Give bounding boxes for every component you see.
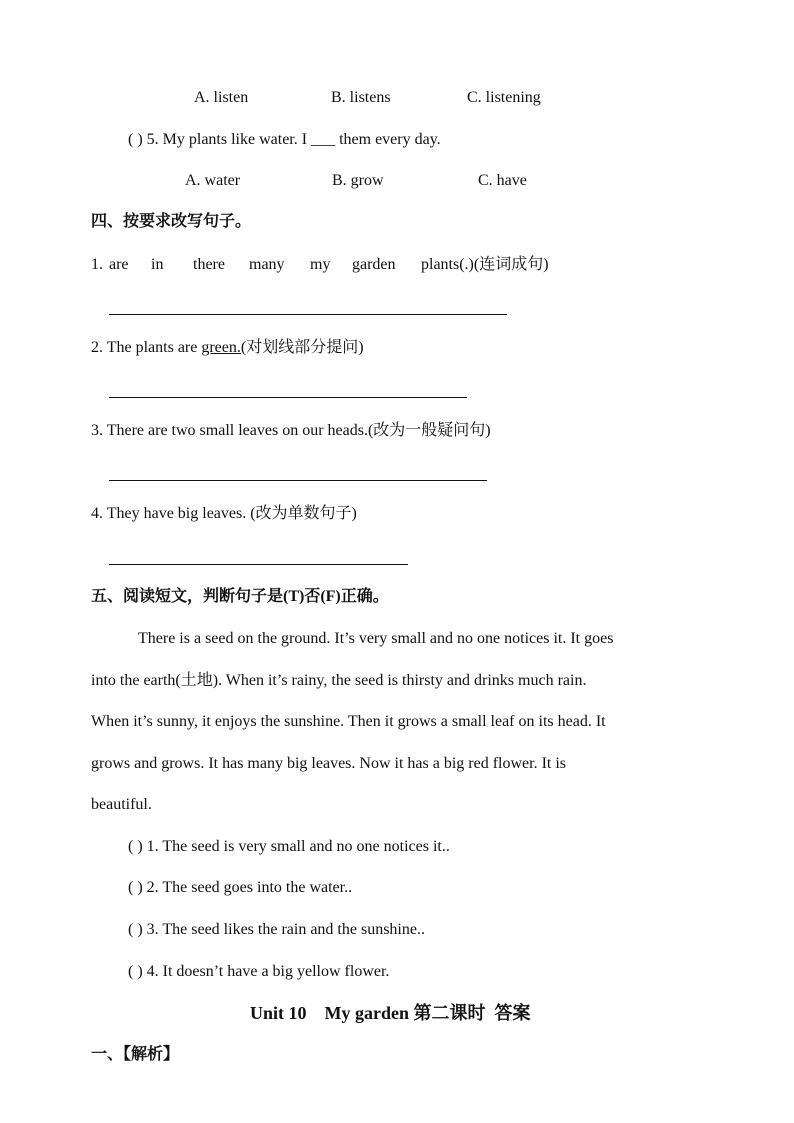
rewrite-item-3 — [91, 421, 491, 441]
answer-paren: ( ) — [128, 131, 143, 148]
sentence-text: There are two small leaves on our heads.(改为一般疑问句) — [106, 422, 491, 439]
q5-option-c: C. have — [478, 172, 527, 189]
judge-question-3 — [128, 920, 425, 940]
scrambled-word: there — [193, 256, 225, 273]
section-5-heading: 五、阅读短文，判断句子是(T)否(F)正确。 — [91, 588, 389, 605]
q5-option-b: B. grow — [332, 172, 384, 189]
answer-section-1-heading: 一、【解析】 — [91, 1046, 180, 1063]
scrambled-word: in — [151, 256, 164, 273]
passage-line: beautiful. — [91, 796, 152, 813]
answer-paren: ( ) — [128, 963, 143, 980]
scrambled-word: garden — [352, 256, 396, 273]
scrambled-word: my — [310, 256, 331, 273]
q4-option-a: A. listen — [194, 89, 249, 106]
answer-title: Unit 10 My garden 第二课时 答案 — [250, 1003, 531, 1023]
passage-line: There is a seed on the ground. It’s very small and no one notices it. It goes — [138, 630, 614, 647]
rewrite-item-2 — [91, 338, 364, 358]
passage-line: grows and grows. It has many big leaves. Now it has a big red flower. It is — [91, 755, 567, 772]
question-text: 3. The seed likes the rain and the sunshine.. — [146, 921, 425, 938]
rewrite-item-4 — [91, 504, 357, 524]
answer-paren: ( ) — [128, 921, 143, 938]
scrambled-word: plants(.)(连词成句) — [421, 256, 549, 273]
item-number: 4. — [91, 505, 103, 522]
section-4-heading: 四、按要求改写句子。 — [91, 213, 252, 230]
answer-paren: ( ) — [128, 879, 143, 896]
answer-paren: ( ) — [128, 838, 143, 855]
answer-blank-line — [109, 314, 507, 315]
item-number: 2. — [91, 339, 103, 356]
item-number: 1. — [91, 256, 103, 273]
question-text: 2. The seed goes into the water.. — [146, 879, 353, 896]
question-text: 1. The seed is very small and no one notices it.. — [146, 838, 450, 855]
answer-blank-line — [109, 564, 408, 565]
question-number: 5. — [146, 131, 159, 148]
q4-option-c: C. listening — [467, 89, 541, 106]
sentence-text: They have big leaves. (改为单数句子) — [106, 505, 357, 522]
sentence-start: The plants are — [106, 339, 198, 356]
instruction: (对划线部分提问) — [240, 339, 364, 356]
answer-blank-line — [109, 480, 487, 481]
underlined-word: green. — [201, 339, 241, 356]
item-number: 3. — [91, 422, 103, 439]
rewrite-item-1 — [91, 255, 103, 275]
question-5 — [128, 130, 441, 150]
judge-question-2 — [128, 878, 352, 898]
question-text: 4. It doesn’t have a big yellow flower. — [146, 963, 390, 980]
scrambled-word: are — [109, 256, 129, 273]
scrambled-word: many — [249, 256, 285, 273]
q4-option-b: B. listens — [331, 89, 391, 106]
passage-line: into the earth(土地). When it’s rainy, the seed is thirsty and drinks much rain. — [91, 672, 587, 689]
q5-option-a: A. water — [185, 172, 241, 189]
judge-question-4 — [128, 962, 389, 982]
passage-line: When it’s sunny, it enjoys the sunshine. Then it grows a small leaf on its head. It — [91, 713, 606, 730]
question-text: My plants like water. I ___ them every day. — [162, 131, 441, 148]
answer-blank-line — [109, 397, 467, 398]
judge-question-1 — [128, 837, 450, 857]
